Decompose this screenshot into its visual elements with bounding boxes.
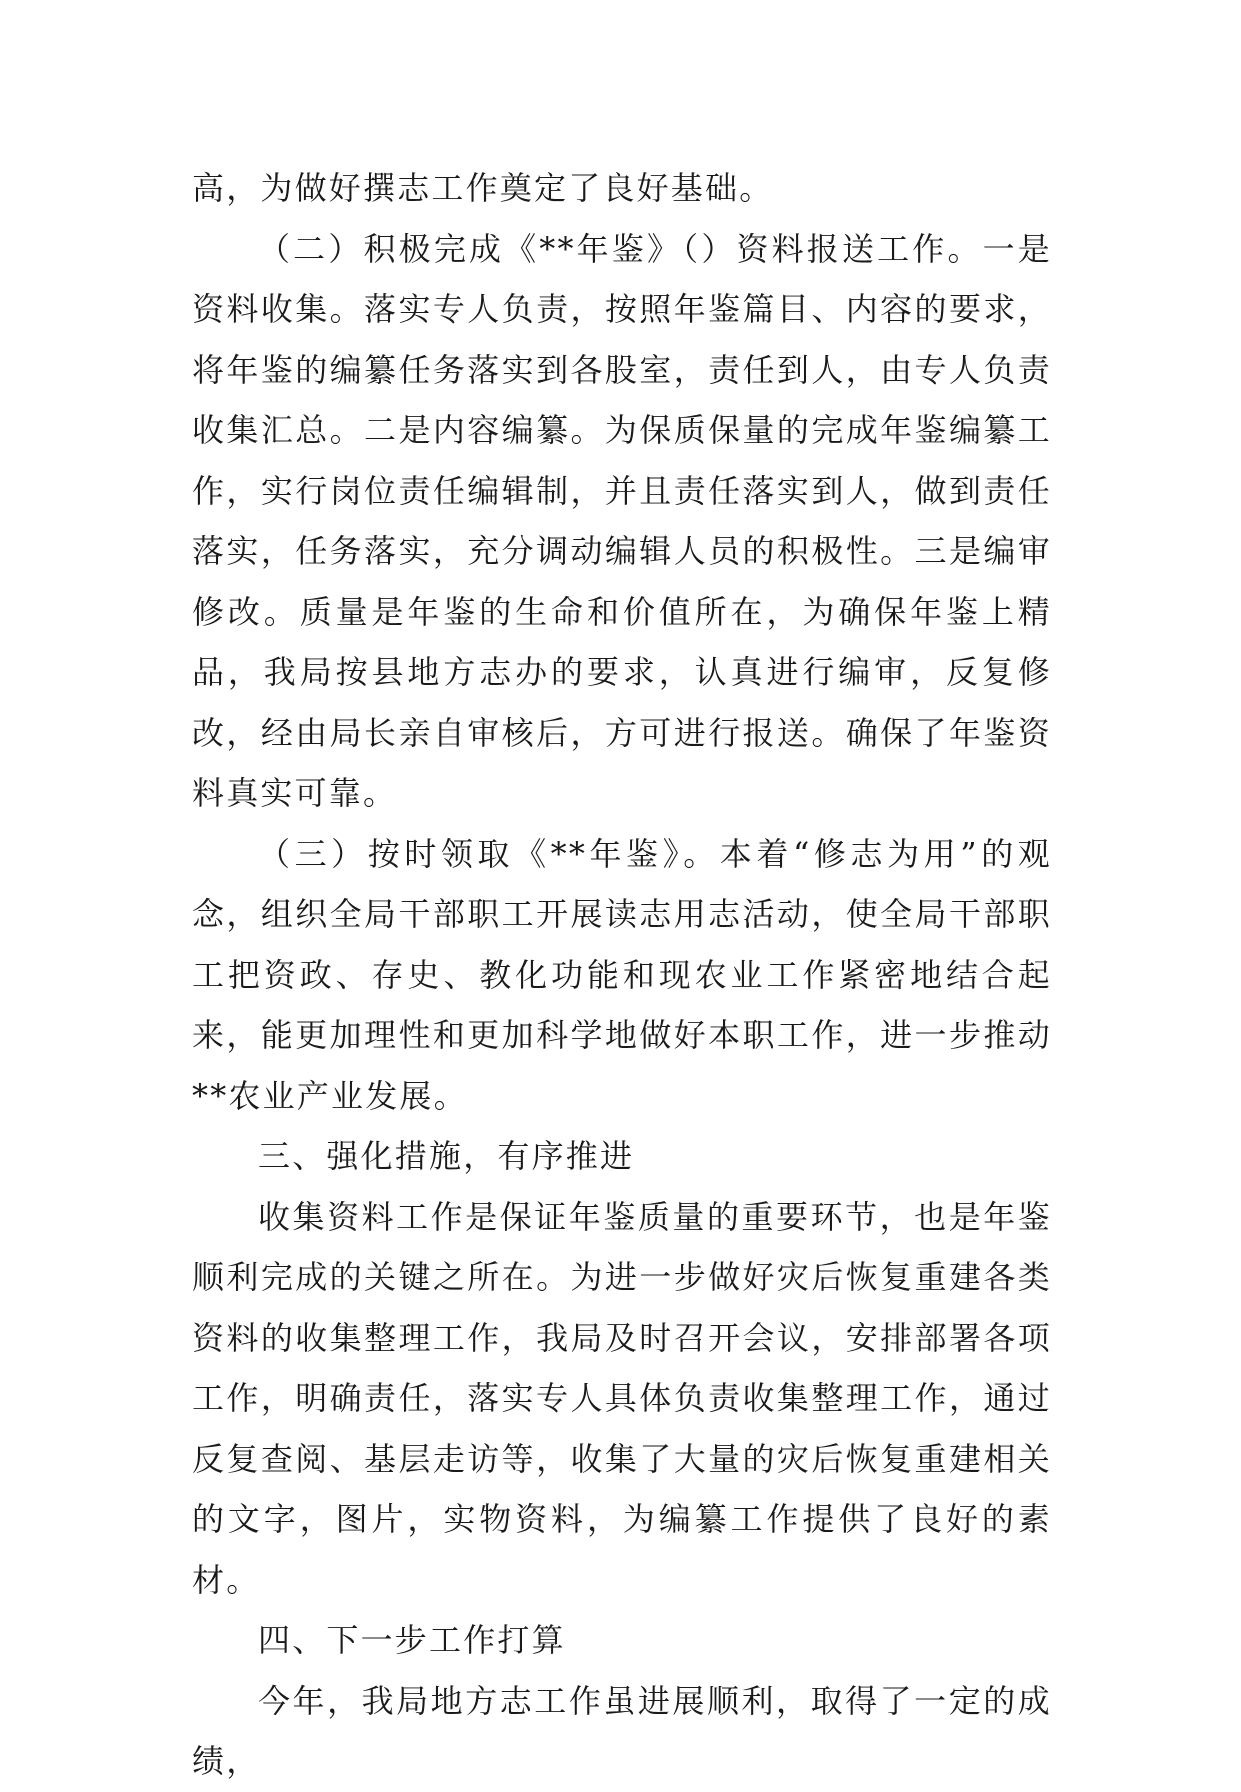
paragraph-data-collection: 收集资料工作是保证年鉴质量的重要环节，也是年鉴顺利完成的关键之所在。为进一步做好灾后恢复重建各类资料的收集整理工作，我局及时召开会议，安排部署各项工作，明确责任，落实专人具体负责收集整理工作，通过反复查阅、基层走访等，收集了大量的灾后恢复重建相关的文字，图片，实物资料，为编纂工作提供了良好的素材。 [192, 1197, 1052, 1599]
paragraph-continuation: 高，为做好撰志工作奠定了良好基础。 [192, 169, 774, 207]
section-heading-three: 三、强化措施，有序推进 [258, 1137, 635, 1175]
paragraph-next-steps: 今年，我局地方志工作虽进展顺利，取得了一定的成绩， [192, 1681, 1052, 1780]
paragraph-yearbook-submission: （二）积极完成《**年鉴》（）资料报送工作。一是资料收集。落实专人负责，按照年鉴篇目、内容的要求，将年鉴的编纂任务落实到各股室，责任到人，由专人负责收集汇总。二是内容编纂。为保质保量的完成年鉴编纂工作，实行岗位责任编辑制，并且责任落实到人，做到责任落实，任务落实，充分调动编辑人员的积极性。三是编审修改。质量是年鉴的生命和价值所在，为确保年鉴上精品，我局按县地方志办的要求，认真进行编审，反复修改，经由局长亲自审核后，方可进行报送。确保了年鉴资料真实可靠。 [192, 229, 1052, 812]
paragraph-yearbook-collection: （三）按时领取《**年鉴》。本着“修志为用”的观念，组织全局干部职工开展读志用志活动，使全局干部职工把资政、存史、教化功能和现农业工作紧密地结合起来，能更加理性和更加科学地做好本职工作，进一步推动**农业产业发展。 [192, 834, 1052, 1115]
document-body [192, 158, 1052, 1792]
section-heading-four: 四、下一步工作打算 [258, 1621, 566, 1659]
